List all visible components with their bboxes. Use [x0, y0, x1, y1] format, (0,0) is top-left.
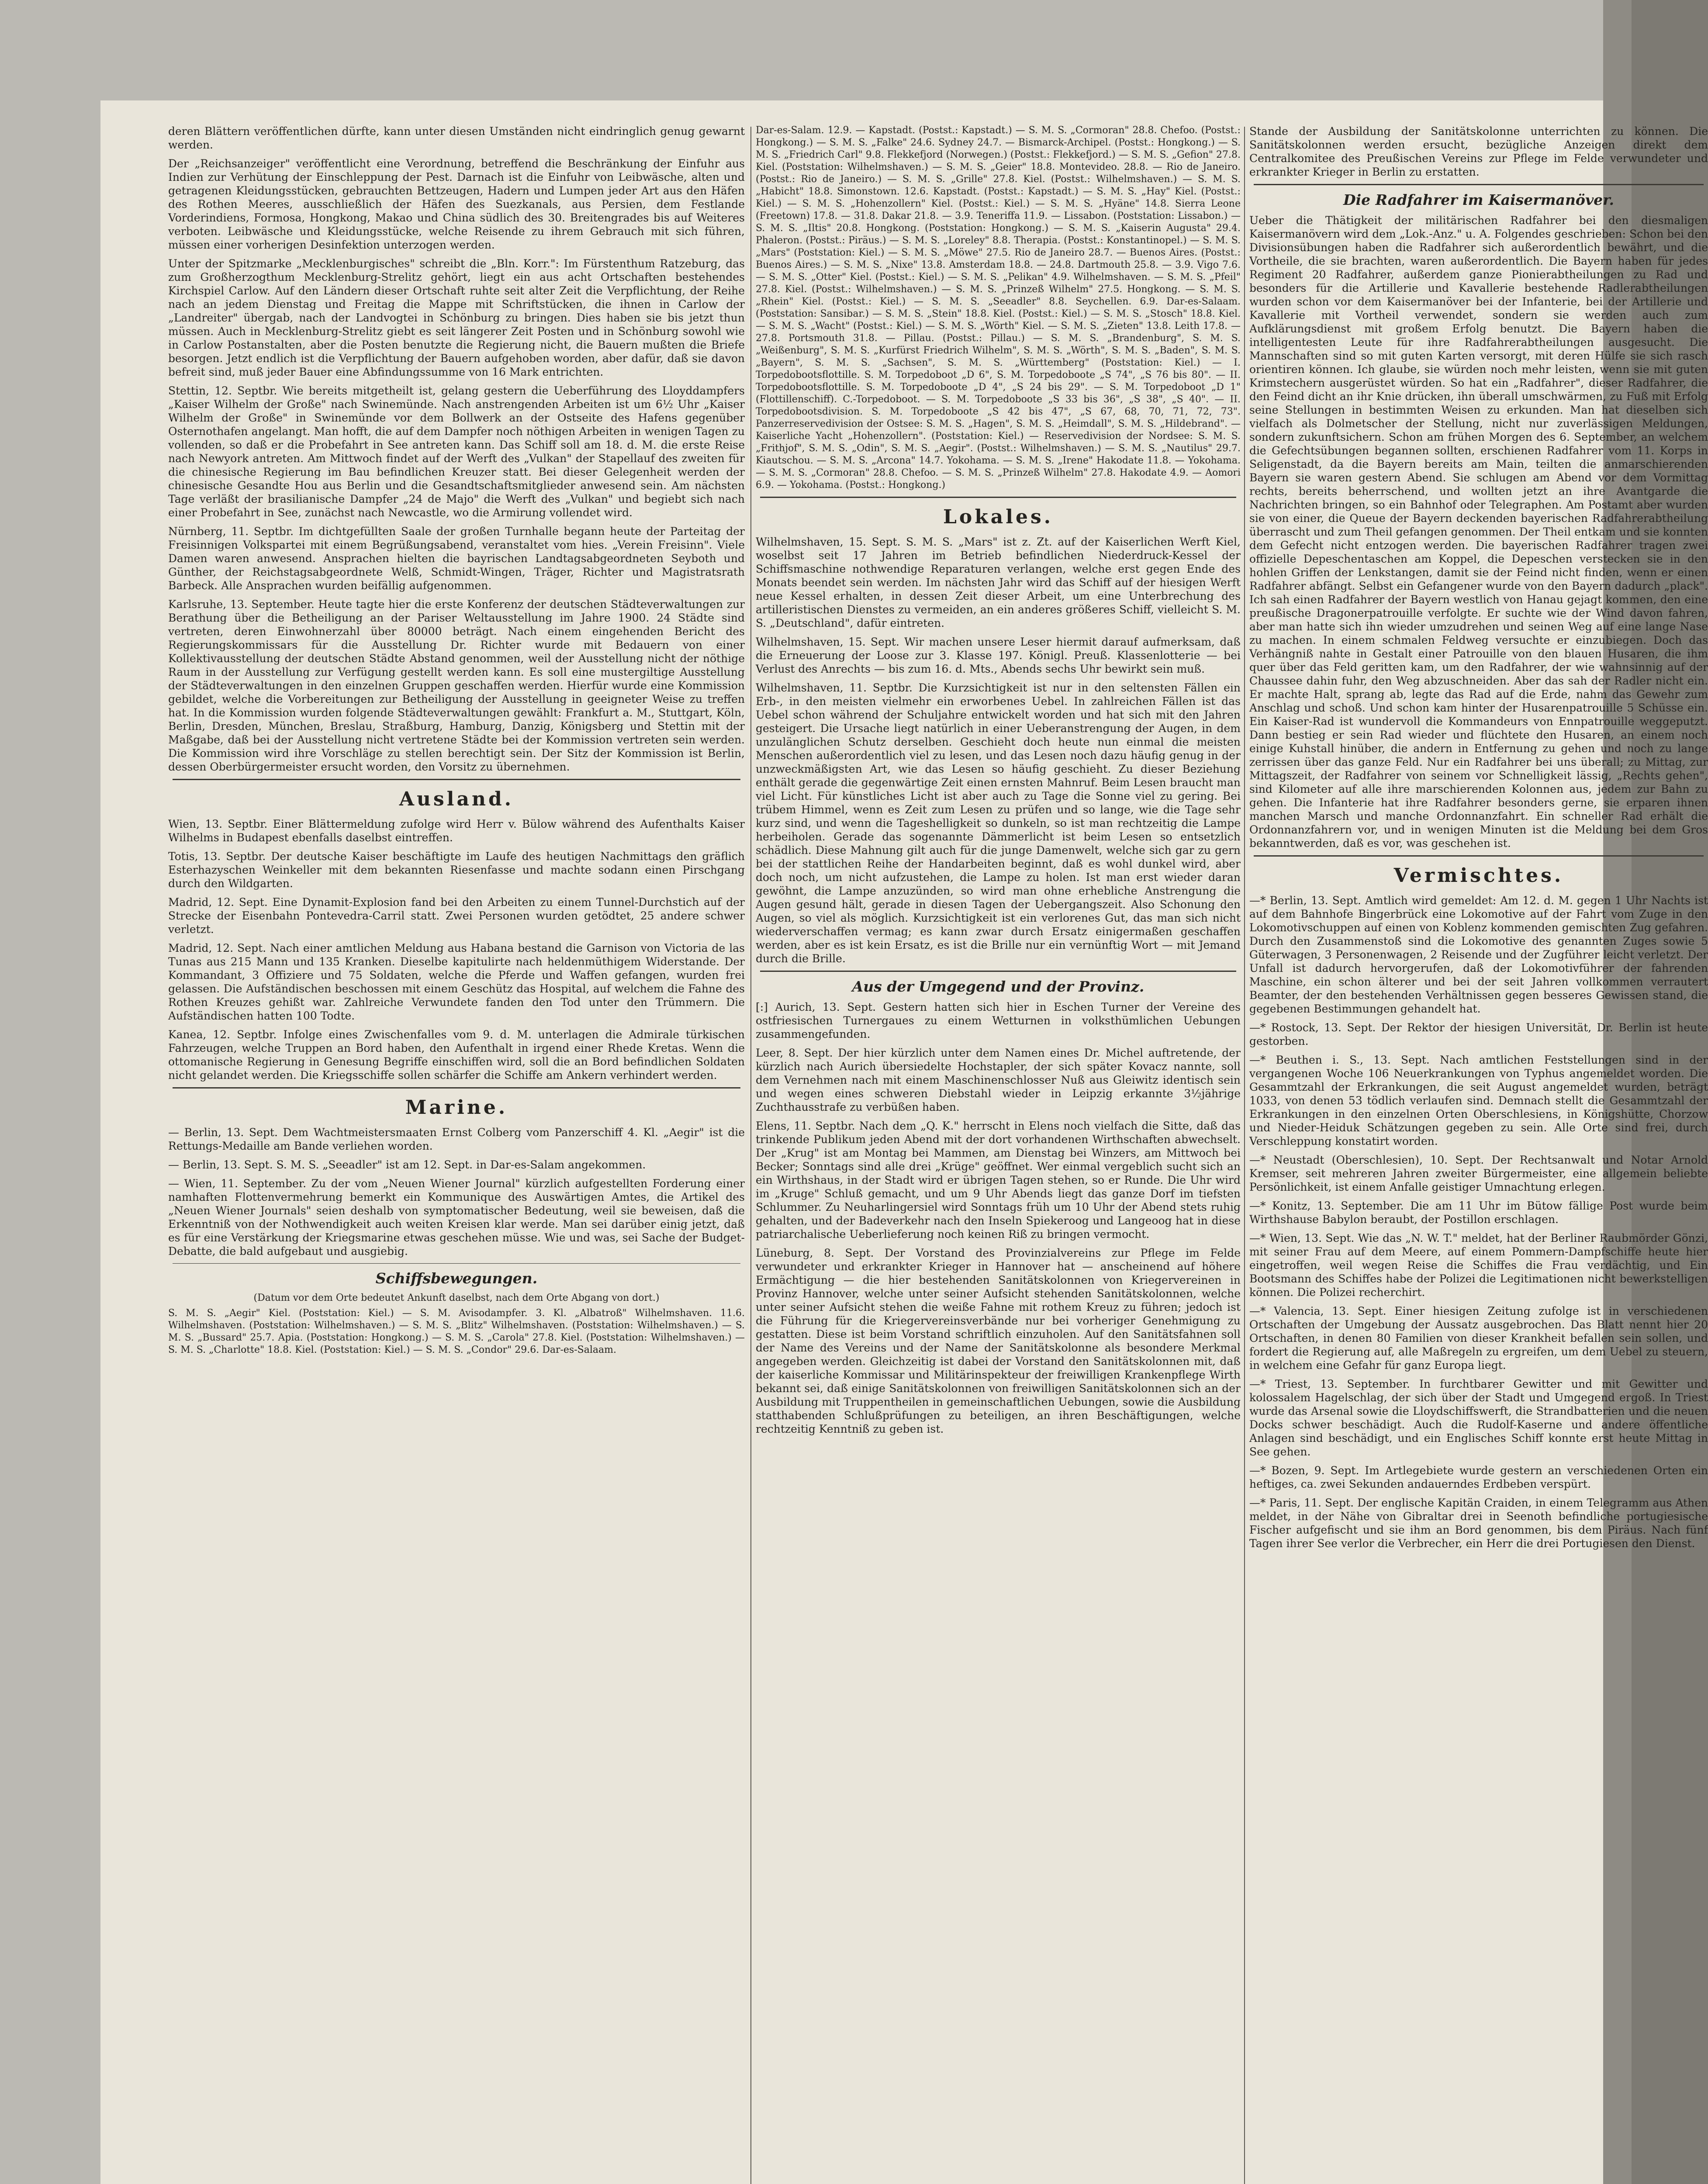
- paragraph: —* Rostock, 13. Sept. Der Rektor der hiesigen Universität, Dr. Berlin ist heute gestorben.: [1249, 1021, 1708, 1047]
- paragraph: Wilhelmshaven, 15. Sept. S. M. S. „Mars" ist z. Zt. auf der Kaiserlichen Werft Kiel, woselbst seit 17 Jahren im Betrieb befindlichen Niederdruck-Kessel der Schiffsmaschine nothwendige Reparaturen verlangen, welche erst gegen Ende des Monats beendet sein werden. Im nächsten Jahr wird das Schiff auf der hiesigen Werft neue Kessel erhalten, in dessen Zeit dieser Arbeit, um eine Unterbrechung des artilleristischen Dienstes zu vermeiden, an ein anderes größeres Schiff, vielleicht S. M. S. „Deutschland", dafür eintreten.: [756, 536, 1241, 629]
- paragraph: Kanea, 12. Septbr. Infolge eines Zwischenfalles vom 9. d. M. unterlagen die Admirale türkischen Fahrzeugen, welche Truppen an Bord haben, den Aufenthalt in irgend einer Rhede Kretas. Wenn die ottomanische Regierung in Genesung Begriffe einschiffen wird, soll die an Bord befindlichen Soldaten nicht gelandet werden. Die Kriegsschiffe sollen schärfer die Schiffe am Ankern verhindert werden.: [168, 1028, 745, 1082]
- paragraph: Nürnberg, 11. Septbr. Im dichtgefüllten Saale der großen Turnhalle begann heute der Parteitag der Freisinnigen Volkspartei mit einem Begrüßungsabend, veranstaltet vom hies. „Verein Freisinn". Viele Damen waren anwesend. Ansprachen hielten die bayrischen Landtagsabgeordneten Seyboth und Günther, der Reichstagsabgeordnete Welß, Schmidt-Wingen, Träger, Richter und Magistratsrath Barbeck. Alle Ansprachen wurden beifällig aufgenommen.: [168, 525, 745, 592]
- newspaper-page: [100, 100, 1708, 2184]
- paragraph: —* Wien, 13. Sept. Wie das „N. W. T." meldet, hat der Berliner Raubmörder Gönzi, mit seiner Frau auf dem Meere, auf einem Pommern-Dampfschiffe heute hier eingetroffen, weil wegen Reise die Schiffes die Frau verdächtig, und Ein Bootsmann des Schiffes habe der Polizei die Legitimationen nicht bewerkstelligen können. Die Polizei recherchirt.: [1249, 1232, 1708, 1299]
- paragraph: Wilhelmshaven, 15. Sept. Wir machen unsere Leser hiermit darauf aufmerksam, daß die Erneuerung der Loose zur 3. Klasse 197. Königl. Preuß. Klassenlotterie — bei Verlust des Anrechts — bis zum 16. d. Mts., Abends sechs Uhr bewirkt sein muß.: [756, 636, 1241, 675]
- column-rule: [750, 127, 751, 2184]
- column-rule: [1244, 127, 1245, 2184]
- paragraph: S. M. S. „Aegir" Kiel. (Poststation: Kiel.) — S. M. Avisodampfer. 3. Kl. „Albatroß" Wilhelmshaven. 11.6. Wilhelmshaven. (Poststation: Wilhelmshaven.) — S. M. S. „Blitz" Wilhelmshaven. (Poststation: Wilhelmshaven.) — S. M. S. „Bussard" 25.7. Apia. (Poststation: Hongkong.) — S. M. S. „Carola" 27.8. Kiel. (Poststation: Wilhelmshaven.) — S. M. S. „Charlotte" 18.8. Kiel. (Poststation: Kiel.) — S. M. S. „Condor" 29.6. Dar-es-Salaam.: [168, 1308, 745, 1355]
- paragraph: —* Valencia, 13. Sept. Einer hiesigen Zeitung zufolge ist in verschiedenen Ortschaften der Umgebung der Aussatz ausgebrochen. Das Blatt nennt hier 20 Ortschaften, in denen 80 Familien von dieser Krankheit befallen sein sollen, und fordert die Regierung auf, alle Maßregeln zu ergreifen, um dem Uebel zu steuern, in welchem eine Gefahr für ganz Europa liegt.: [1249, 1305, 1708, 1372]
- paragraph: —* Triest, 13. September. In furchtbarer Gewitter und mit Gewitter und kolossalem Hagelschlag, der sich über der Stadt und Umgegend ergoß. In Triest wurde das Arsenal sowie die Lloydschiffswerft, die Strandbatterien und die neuen Docks schwer beschädigt. Auch die Rudolf-Kaserne und andere öffentliche Anlagen sind beschädigt, und ein Englisches Schiff konnte erst heute Mittag in See gehen.: [1249, 1378, 1708, 1458]
- paragraph: — Berlin, 13. Sept. Dem Wachtmeistersmaaten Ernst Colberg vom Panzerschiff 4. Kl. „Aegir" ist die Rettungs-Medaille am Bande verliehen worden.: [168, 1126, 745, 1152]
- section-divider: [760, 971, 1236, 972]
- paragraph: Wien, 13. Septbr. Einer Blättermeldung zufolge wird Herr v. Bülow während des Aufenthalts Kaiser Wilhelms in Budapest ebenfalls daselbst eintreffen.: [168, 818, 745, 844]
- section-heading-schiffsbewegungen: Schiffsbewegungen.: [375, 1270, 538, 1287]
- paragraph: —* Beuthen i. S., 13. Sept. Nach amtlichen Feststellungen sind in der vergangenen Woche 106 Neuerkrankungen von Typhus angemeldet worden. Die Gesammtzahl der Erkrankungen, die seit August angemeldet wurden, beträgt 1033, von denen 53 tödlich verlaufen sind. Demnach stellt die Gesammtzahl der Erkrankungen in den einzelnen Orten Oberschlesiens, in Königshütte, Chorzow und Nieder-Heiduk Schätzungen gegeben zu sein. Alle Orte sind frei, durch Verschleppung konstatirt worden.: [1249, 1054, 1708, 1147]
- column-3: [1249, 124, 1708, 2184]
- section-divider: [173, 779, 740, 780]
- paragraph: Madrid, 12. Sept. Nach einer amtlichen Meldung aus Habana bestand die Garnison von Victoria de las Tunas aus 215 Mann und 135 Kranken. Dieselbe kapitulirte nach heldenmüthigem Widerstande. Der Kommandant, 3 Offiziere und 75 Soldaten, welche die Pferde und Waffen gefangen, wurden frei gelassen. Die Aufständischen beschossen mit einem Geschütz das Hospital, auf welchem die Fahne des Rothen Kreuzes gehißt war. Zahlreiche Verwundete fanden den Tod unter den Trümmern. Die Aufständischen hatten 100 Todte.: [168, 942, 745, 1022]
- column-2: [756, 124, 1241, 2184]
- schiff-note: (Datum vor dem Orte bedeutet Ankunft daselbst, nach dem Orte Abgang von dort.): [253, 1292, 660, 1303]
- paragraph: Stande der Ausbildung der Sanitätskolonne unterrichten zu können. Die Sanitätskolonnen werden ersucht, bezügliche Anzeigen direkt dem Centralkomitee des Preußischen Vereins zur Pflege im Felde verwundeter und erkrankter Krieger in Berlin zu erstatten.: [1249, 125, 1708, 178]
- paragraph: Elens, 11. Septbr. Nach dem „Q. K." herrscht in Elens noch vielfach die Sitte, daß das trinkende Publikum jeden Abend mit der dort vorhandenen Wirthschaften abwechselt. Der „Krug" ist am Montag bei Mammen, am Dienstag bei Winzers, am Mittwoch bei Becker; Sonntags sind alle drei „Krüge" geöffnet. Wer einmal vergeblich sucht sich an ein Wirthshaus, in der Stadt wird er übrigen Tagen stehen, so er Runde. Die Uhr wird im „Kruge" Schluß gemacht, und um 9 Uhr Abends liegt das ganze Dorf im tiefsten Schlummer. Zu Neuharlingersiel wird Sonntags früh um 10 Uhr der Abend stets ruhig gehalten, und der Badeverkehr nach den Inseln Spiekeroog und Langeoog hat in diese patriarchalische Ueberlieferung noch keinen Riß zu bringen vermocht.: [756, 1120, 1241, 1241]
- paragraph: Madrid, 12. Sept. Eine Dynamit-Explosion fand bei den Arbeiten zu einem Tunnel-Durchstich auf der Strecke der Eisenbahn Pontevedra-Carril statt. Zwei Personen wurden getödtet, 25 andere schwer verletzt.: [168, 896, 745, 936]
- paragraph: Unter der Spitzmarke „Mecklenburgisches" schreibt die „Bln. Korr.": Im Fürstenthum Ratzeburg, das zum Großherzogthum Mecklenburg-Strelitz gehört, liegt ein aus acht Ortschaften bestehendes Kirchspiel Carlow. Auf den Ländern dieser Ortschaft ruhte seit alter Zeit die Verpflichtung, der Reihe nach an jedem Dienstag und Freitag die Mappe mit Schriftstücken, die ihnen in Carlow der „Landreiter" übergab, nach der Landvogtei in Schönburg zu bringen. Dies haben sie bis jetzt thun müssen. Auch in Mecklenburg-Strelitz giebt es seit längerer Zeit Posten und in Schönburg sowohl wie in Carlow Postanstalten, aber die Posten benutzte die Regierung nicht, die Bauern mußten die Briefe besorgen. Jetzt endlich ist die Verpflichtung der Bauern aufgehoben worden, aber dafür, daß sie davon befreit sind, muß jeder Bauer eine Abfindungssumme von 16 Mark entrichten.: [168, 257, 745, 378]
- paragraph: Ueber die Thätigkeit der militärischen Radfahrer bei den diesmaligen Kaisermanövern wird dem „Lok.-Anz." u. A. Folgendes geschrieben: Schon bei den Divisionsübungen haben die Radfahrer sich außerordentlich bewährt, und die Vortheile, die sie brachten, waren außerordentlich. Die Bayern haben für jedes Regiment 20 Radfahrer, außerdem ganze Pionierabtheilungen zu Rad und besonders für die Artillerie und Kavallerie bestehende Radlerabtheilungen wurden schon vor dem Kaisermanöver bei der Infanterie, bei der Artillerie und Kavallerie mit Vortheil verwendet, sondern sie werden auch zum Aufklärungsdienst mit großem Erfolg benutzt. Die Bayern haben die intelligentesten Leute für ihre Radfahrerabtheilungen ausgesucht. Die Mannschaften sind so mit guten Karten versorgt, mit deren Hülfe sie sich rasch orientiren können. Ich glaube, sie würden noch mehr leisten, wenn sie mit guten Krimstechern ausgerüstet würden. So hat ein „Radfahrer", dieser Radfahrer, die den Feind dicht an ihr Knie drücken, ihn überall umschwärmen, zu Fuß mit Erfolg seine Stellungen in bestimmten Weisen zu erkunden. Man hat dieselben sich vielfach als Dolmetscher der Stellung, nicht nur zuverlässigen Meldungen, sondern zukunftsichern. Schon am frühen Morgen des 6. September, an welchem die Gefechtsübungen begannen sollten, erschienen Radfahrer vom 11. Korps in Seligenstadt, da die Bayern bereits am Main, teilten die anmarschierenden Bayern sie waren gestern Abend. Sie schlugen am Abend vor dem Vormittag rechts, bereits beherrschend, und wollten jetzt an ihre Avantgarde die Nachrichten bringen, so ein Bahnhof oder Telegraphen. Am Postamt aber wurden sie von einer, die Queue der Bayern deckenden bayerischen Radfahrerabtheilung überrascht und zum Theil gefangen genommen. Der Theil entkam und sie konnten dem Gefecht nicht entzogen werden. Die bayerischen Radfahrer tragen zwei offizielle Depeschentaschen am Koppel, die Depeschen verstecken sie in den hohlen Griffen der Lenkstangen, damit sie der Feind nicht finden, wenn er einen Radfahrer abfängt. Selbst ein Gefangener wurde von den Bayern dadurch „plack". Ich sah einen Radfahrer der Bayern westlich von Hanau gejagt kommen, den eine preußische Dragonerpatrouille verfolgte. Er suchte wie der Wind davon fahren, aber man hatte sich ihn wieder umzudrehen und seinen Weg auf eine lange Nase zu machen. In einem schmalen Feldweg versuchte er einzubiegen. Doch das Verhängniß nahte in Gestalt einer Patrouille von den blauen Husaren, die ihm quer über das Feld geritten kam, um den Radfahrer, der wie wahnsinnig auf der Chaussee dahin fuhr, den Weg abzuschneiden. Aber das sah der Radler nicht ein. Er machte Halt, sprang ab, legte das Rad auf die Erde, nahm das Gewehr zum Anschlag und schoß. Und schon kam hinter der Husarenpatrouille 5 Schüsse ein. Ein Kaiser-Rad ist wundervoll die Kommandeurs von Ennpatrouille weggeputzt. Dann bestieg er sein Rad wieder und flüchtete den Husaren, an einem noch einige Kuhstall hinüber, die andern in Entfernung zu gehen und noch zu lange zerrissen über das ganze Feld. Nur ein Radfahrer bei uns überall; zu Mittag, zur Mittagszeit, der Radfahrer von seinem vor Schnelligkeit lässig, „Rechts gehen", sind Kilometer auf alle ihre marschierenden Kolonnen aus, jedem zur Bahn zu gehen. Die Infanterie hat ihre Radfahrer besonders gerne, sie erparen ihnen manchen Marsch und manche Ordonnanzfahrt. Ein schneller Rad erhält die Ordonnanzfahrern vor, und in wenigen Minuten ist die Meldung bei dem Gros bekanntwerden, daß es vor, was geschehen ist.: [1249, 214, 1708, 850]
- column-1: [168, 124, 745, 2184]
- section-heading-ausland: Ausland.: [399, 788, 514, 810]
- section-divider: [173, 1263, 740, 1264]
- paragraph: [:] Aurich, 13. Sept. Gestern hatten sich hier in Eschen Turner der Vereine des ostfriesischen Turnergaues zu einem Wetturnen in volksthümlichen Uebungen zusammengefunden.: [756, 1001, 1241, 1040]
- paragraph: Lüneburg, 8. Sept. Der Vorstand des Provinzialvereins zur Pflege im Felde verwundeter und erkrankter Krieger in Hannover hat — anscheinend auf höhere Ermächtigung — die hier bestehenden Sanitätskolonnen von Kriegervereinen in Provinz Hannover, welche unter seiner Aufsicht stehenden Sanitätskolonnen, welche unter seiner Aufsicht stehen die weiße Fahne mit rothem Kreuz zu führen; jedoch ist die Führung für die Kriegervereinsverbände nur bei vorheriger Genehmigung zu gestatten. Diese ist beim Vorstand schriftlich einzuholen. Auf den Sanitätsfahnen soll der Name des Vereins und der Name der Sanitätskolonne als besondere Merkmal angegeben werden. Gleichzeitig ist dabei der Vorstand den Sanitätskolonnen mit, daß der kaiserliche Kommissar und Militärinspekteur der freiwilligen Krankenpflege Wirth bekannt sei, daß einige Sanitätskolonnen von freiwilligen Sanitätskolonnen sich an der Ausbildung mit Truppentheilen in gemeinschaftlichen Uebungen, sowie die Ausbildung statthabenden Schlußprüfungen zu beteiligen, an ihren Beschäftigungen, welche rechtzeitig Kenntniß zu geben ist.: [756, 1247, 1241, 1435]
- paragraph: Wilhelmshaven, 11. Septbr. Die Kurzsichtigkeit ist nur in den seltensten Fällen ein Erb-, in den meisten vielmehr ein erworbenes Uebel. In zahlreichen Fällen ist das Uebel schon während der Schuljahre entwickelt worden und hat sich mit den Jahren gesteigert. Die Ursache liegt natürlich in einer Ueberanstrengung der Augen, in dem unzulänglichen Schutz derselben. Geschieht doch heute nun einmal die meisten Menschen außerordentlich viel zu lesen, und das Lesen noch dazu häufig genug in der unzweckmäßigsten Art, wie das Lesen so häufig geschieht. Zu dieser Beziehung enthält gerade die gegenwärtige Zeit einen ernsten Mahnruf. Beim Lesen braucht man viel Licht. Für künstliches Licht ist aber auch zu Tage die Sonne viel zu gering. Bei trübem Himmel, wenn es Zeit zum Lesen zu prüfen und so lange, wie die Tage sehr kurz sind, und wenn die Tageshelligkeit so dunkeln, so ist man rechtzeitig die Lampe herbeiholen. Gerade das sogenannte Dämmerlicht ist beim Lesen so entsetzlich schädlich. Diese Mahnung gilt auch für die junge Damenwelt, welche sich gar zu gern bei der stattlichen Reihe der Handarbeiten beginnt, daß es wohl dunkel wird, aber doch noch, um nicht aufzustehen, die Lampe zu holen. Ist man erst wieder daran gewöhnt, die Lampe anzuzünden, so wird man ohne erhebliche Anstrengung die Augen gesund hält, gerade in diesen Tagen der Uebergangszeit. Also Schonung den Augen, so viel als möglich. Kurzsichtigkeit ist ein verlorenes Gut, das man sich nicht wiederverschaffen vermag; es kann zwar durch Ersatz einigermaßen geschaffen werden, aber es ist kein Ersatz, es ist die Brille nur ein vernünftig Wort — mit Jemand durch die Brille.: [756, 681, 1241, 965]
- paragraph: —* Bozen, 9. Sept. Im Artlegebiete wurde gestern an verschiedenen Orten ein heftiges, ca. zwei Sekunden andauerndes Erdbeben verspürt.: [1249, 1464, 1708, 1490]
- paragraph: — Berlin, 13. Sept. S. M. S. „Seeadler" ist am 12. Sept. in Dar-es-Salam angekommen.: [168, 1158, 646, 1171]
- paragraph: Totis, 13. Septbr. Der deutsche Kaiser beschäftigte im Laufe des heutigen Nachmittags den gräflich Esterhazyschen Weinkeller mit dem bekannten Riesenfasse und machte sodann einen Pirschgang durch den Wildgarten.: [168, 850, 745, 890]
- section-divider: [173, 1087, 740, 1089]
- section-divider: [1254, 855, 1704, 857]
- section-heading-marine: Marine.: [405, 1096, 508, 1119]
- paragraph: Karlsruhe, 13. September. Heute tagte hier die erste Konferenz der deutschen Städteverwaltungen zur Berathung über die Betheiligung an der Pariser Weltausstellung im Jahre 1900. 24 Städte sind vertreten, deren Einwohnerzahl über 80000 beträgt. Nach einem eingehenden Bericht des Regierungskommissars für die Ausstellung Dr. Richter wurde mit Bedauern von einer Kollektivausstellung der deutschen Städte Abstand genommen, weil der Ausstellung nicht der nöthige Raum in der Ausstellung zur Verfügung gestellt werden kann. Es soll eine mustergiltige Ausstellung der Städteverwaltungen in den einzelnen Gruppen geschaffen werden. Hierfür wurde eine Kommission gebildet, welche die Vorbereitungen zur Betheiligung der Ausstellung in geeigneter Weise zu treffen hat. In die Kommission wurden folgende Städteverwaltungen gewählt: Frankfurt a. M., Stuttgart, Köln, Berlin, Dresden, München, Breslau, Straßburg, Hamburg, Danzig, Königsberg und Stettin mit der Maßgabe, daß bei der Ausstellung nicht vertretene Städte bei der Kommission vertreten sein werden. Die Kommission wird ihre Vorschläge zu stellen berechtigt sein. Der Sitz der Kommission ist Berlin, dessen Oberbürgermeister ersucht worden, den Vorsitz zu übernehmen.: [168, 598, 745, 773]
- paragraph: —* Konitz, 13. September. Die am 11 Uhr im Bütow fällige Post wurde beim Wirthshause Babylon beraubt, der Postillon erschlagen.: [1249, 1199, 1708, 1226]
- paragraph: — Wien, 11. September. Zu der vom „Neuen Wiener Journal" kürzlich aufgestellten Forderung einer namhaften Flottenvermehrung bemerkt ein Kommunique des Auswärtigen Amtes, die Artikel des „Neuen Wiener Journals" seien deshalb von symptomatischer Bedeutung, weil sie beweisen, daß die Erkenntniß von der Nothwendigkeit auch weiten Kreisen klar werde. Man sei darüber einig jetzt, daß es für eine Verstärkung der Kriegsmarine etwas geschehen müsse. Wie und was, sei Sache der Budget-Debatte, die bald aufgebaut und ausgiebig.: [168, 1177, 745, 1258]
- section-heading-radfahrer: Die Radfahrer im Kaisermanöver.: [1343, 191, 1614, 208]
- paragraph: —* Berlin, 13. Sept. Amtlich wird gemeldet: Am 12. d. M. gegen 1 Uhr Nachts ist auf dem Bahnhofe Bingerbrück eine Lokomotive auf der Fahrt vom Zuge in den Lokomotivschuppen auf einen von Koblenz kommenden gemischten Zug gefahren. Durch den Zusammenstoß sind die Lokomotive des genannten Zuges sowie 5 Güterwagen, 3 Personenwagen, 2 Reisende und der Zugführer leicht verletzt. Der Unfall ist dadurch hervorgerufen, daß der Lokomotivführer der fahrenden Maschine, ein schon älterer und bei der seit Jahren vollkommen verrautert Beamter, der den bestehenden Verhältnissen gegen besseres Gewissen stand, die gegebenen Bestimmungen gehandelt hat.: [1249, 894, 1708, 1015]
- paragraph: Der „Reichsanzeiger" veröffentlicht eine Verordnung, betreffend die Beschränkung der Einfuhr aus Indien zur Verhütung der Einschleppung der Pest. Darnach ist die Einfuhr von Leibwäsche, alten und getragenen Kleidungsstücken, gebrauchten Bettzeugen, Hadern und Lumpen jeder Art aus den Häfen des Rothen Meeres, ausschließlich der Häfen des Suezkanals, aus Persien, dem Festlande Vorderindiens, Formosa, Hongkong, Makao und China südlich des 30. Breitengrades bis auf Weiteres verboten. Leibwäsche und Kleidungsstücke, welche Reisende zu ihrem Gebrauch mit sich führen, müssen einer vorherigen Desinfektion unterzogen werden.: [168, 157, 745, 251]
- section-heading-provinz: Aus der Umgegend und der Provinz.: [852, 978, 1144, 995]
- paragraph: Leer, 8. Sept. Der hier kürzlich unter dem Namen eines Dr. Michel auftretende, der kürzlich nach Aurich übersiedelte Hochstapler, der sich später Kovacz nannte, soll dem Vernehmen nach mit einem Maschinenschlosser Nuß aus Gleiwitz identisch sein und wegen eines schweren Diebstahl wieder in Leipzig erkannte 3½jährige Zuchthausstrafe zu verbüßen haben.: [756, 1047, 1241, 1113]
- paragraph: —* Neustadt (Oberschlesien), 10. Sept. Der Rechtsanwalt und Notar Arnold Kremser, seit mehreren Jahren zweiter Bürgermeister, eine allgemein beliebte Persönlichkeit, ist einem Anfalle geistiger Umnachtung erlegen.: [1249, 1154, 1708, 1193]
- section-heading-lokales: Lokales.: [943, 506, 1054, 528]
- paragraph: deren Blättern veröffentlichen dürfte, kann unter diesen Umständen nicht eindringlich genug gewarnt werden.: [168, 125, 745, 151]
- section-divider: [760, 497, 1236, 498]
- paragraph: Dar-es-Salam. 12.9. — Kapstadt. (Postst.: Kapstadt.) — S. M. S. „Cormoran" 28.8. Chefoo. (Postst.: Hongkong.) — S. M. S. „Falke" 24.6. Sydney 24.7. — Bismarck-Archipel. (Postst.: Hongkong.) — S. M. S. „Friedrich Carl" 9.8. Flekkefjord (Norwegen.) (Postst.: Flekkefjord.) — S. M. S. „Gefion" 27.8. Kiel. (Poststation: Wilhelmshaven.) — S. M. S. „Geier" 18.8. Montevideo. 28.8. — Rio de Janeiro. (Postst.: Rio de Janeiro.) — S. M. S. „Grille" 27.8. Kiel. (Postst.: Wilhelmshaven.) — S. M. S. „Habicht" 18.8. Simonstown. 12.6. Kapstadt. (Postst.: Kapstadt.) — S. M. S. „Hay" Kiel. (Postst.: Kiel.) — S. M. S. „Hohenzollern" Kiel. (Postst.: Kiel.) — S. M. S. „Hyäne" 14.8. Sierra Leone (Freetown) 17.8. — 31.8. Dakar 21.8. — 3.9. Teneriffa 11.9. — Lissabon. (Poststation: Lissabon.) — S. M. S. „Iltis" 20.8. Hongkong. (Poststation: Hongkong.) — S. M. S. „Kaiserin Augusta" 29.4. Phaleron. (Postst.: Piräus.) — S. M. S. „Loreley" 8.8. Therapia. (Postst.: Konstantinopel.) — S. M. S. „Mars" (Poststation: Kiel.) — S. M. S. „Möwe" 27.5. Rio de Janeiro 28.7. — Buenos Aires. (Postst.: Buenos Aires.) — S. M. S. „Nixe" 13.8. Amsterdam 18.8. — 24.8. Dartmouth 25.8. — 3.9. Vigo 7.6. — S. M. S. „Otter" Kiel. (Postst.: Kiel.) — S. M. S. „Pelikan" 4.9. Wilhelmshaven. — S. M. S. „Pfeil" 27.8. Kiel. (Postst.: Wilhelmshaven.) — S. M. S. „Prinzeß Wilhelm" 27.5. Hongkong. — S. M. S. „Rhein" Kiel. (Postst.: Kiel.) — S. M. S. „Seeadler" 8.8. Seychellen. 6.9. Dar-es-Salaam. (Poststation: Sansibar.) — S. M. S. „Stein" 18.8. Kiel. (Postst.: Kiel.) — S. M. S. „Stosch" 18.8. Kiel. — S. M. S. „Wacht" (Postst.: Kiel.) — S. M. S. „Wörth" Kiel. — S. M. S. „Zieten" 13.8. Leith 17.8. — 27.8. Portsmouth 31.8. — Pillau. (Postst.: Pillau.) — S. M. S. „Brandenburg", S. M. S. „Weißenburg", S. M. S. „Kurfürst Friedrich Wilhelm", S. M. S. „Wörth", S. M. S. „Baden", S. M. S. „Bayern", S. M. S. „Sachsen", S. M. S. „Württemberg" (Poststation: Kiel.) — I. Torpedobootsflottille. S. M. Torpedoboot „D 6", S. M. Torpedoboote „S 74", „S 76 bis 80". — II. Torpedobootsflottille. S. M. Torpedoboote „D 4", „S 24 bis 29". — S. M. Torpedoboot „D 1" (Flottillenschiff). C.-Torpedoboot. — S. M. Torpedoboote „S 33 bis 36", „S 38", „S 40". — II. Torpedobootsdivision. S. M. Torpedoboote „S 42 bis 47", „S 67, 68, 70, 71, 72, 73". Panzerreservedivision der Ostsee: S. M. S. „Hagen", S. M. S. „Heimdall", S. M. S. „Hildebrand". — Kaiserliche Yacht „Hohenzollern". (Poststation: Kiel.) — Reservedivision der Nordsee: S. M. S. „Frithjof", S. M. S. „Odin", S. M. S. „Aegir". (Postst.: Wilhelmshaven.) — S. M. S. „Nautilus" 29.7. Kiautschou. — S. M. S. „Arcona" 14.7. Yokohama. — S. M. S. „Irene" Hakodate 11.8. — Yokohama. — S. M. S. „Cormoran" 28.8. Chefoo. — S. M. S. „Prinzeß Wilhelm" 27.8. Hakodate 4.9. — Aomori 6.9. — Yokohama. (Postst.: Hongkong.): [756, 125, 1241, 491]
- section-divider: [1254, 184, 1704, 185]
- paragraph: Stettin, 12. Septbr. Wie bereits mitgetheilt ist, gelang gestern die Ueberführung des Lloyddampfers „Kaiser Wilhelm der Große" nach Swinemünde. Nach anstrengenden Arbeiten ist um 6½ Uhr „Kaiser Wilhelm der Große" in Swinemünde vor dem Bollwerk an der Ostseite des Hafens gegenüber Osternothafen angelangt. Man hofft, die auf dem Dampfer noch nöthigen Arbeiten in wenigen Tagen zu vollenden, so daß er die Probefahrt in See antreten kann. Das Schiff soll am 18. d. M. die erste Reise nach Newyork antreten. Am Mittwoch findet auf der Werft des „Vulkan" der Stapellauf des zweiten für die chinesische Regierung im Bau befindlichen Kreuzer statt. Bei dieser Gelegenheit werden der chinesische Gesandte Hou aus Berlin und die Gesandtschaftsmitglieder anwesend sein. Am nächsten Tage verläßt der brasilianische Dampfer „24 de Majo" die Werft des „Vulkan" und begiebt sich nach einer Probefahrt in See, zunächst nach Newcastle, wo die Armirung vollendet wird.: [168, 384, 745, 519]
- paragraph: —* Paris, 11. Sept. Der englische Kapitän Craiden, in einem Telegramm aus Athen meldet, in der Nähe von Gibraltar drei in Seenoth befindliche portugiesische Fischer aufgefischt und sie ihm an Bord genommen, bis dem Piräus. Nach fünf Tagen ihrer See verlor die Verbrecher, ein Herr die drei Portugiesen den Dienst.: [1249, 1496, 1708, 1550]
- section-heading-vermischtes: Vermischtes.: [1393, 864, 1564, 887]
